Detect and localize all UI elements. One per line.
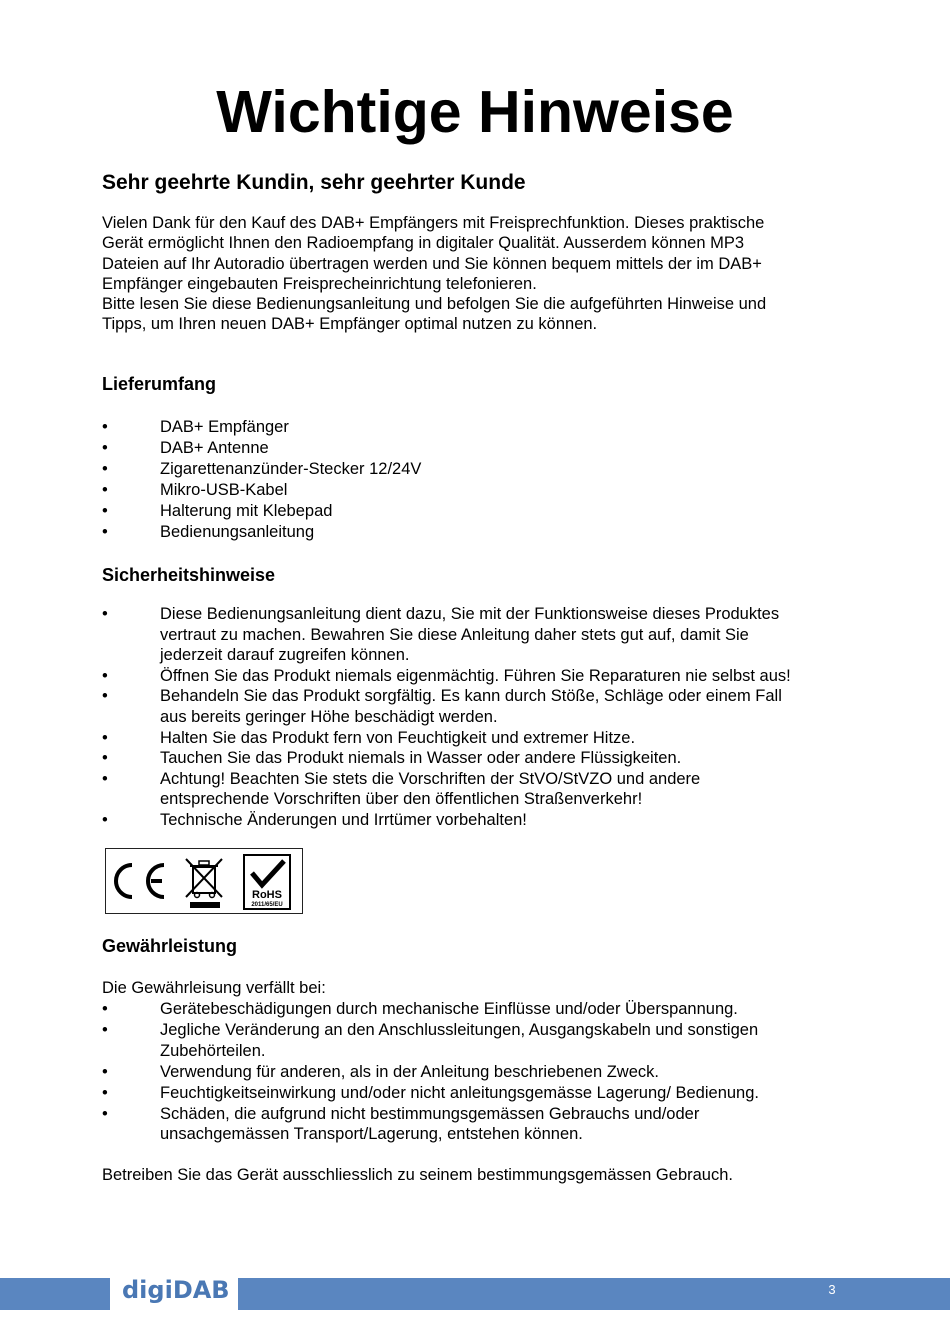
lieferumfang-list [102, 417, 862, 543]
brand-logo [110, 1275, 238, 1313]
certification-svg [106, 849, 302, 913]
list-item: • Halten Sie das Produkt fern von Feuchtigkeit und extremer Hitze. [102, 728, 862, 749]
intro-line: Vielen Dank für den Kauf des DAB+ Empfängers mit Freisprechfunktion. Dieses praktische [102, 214, 765, 232]
list-item: • Halterung mit Klebepad [102, 501, 862, 522]
ce-mark-icon [116, 865, 164, 897]
sicherheit-list [102, 604, 862, 831]
gewaehrleistung-list [102, 999, 862, 1145]
list-item: • Jegliche Veränderung an den Anschlussleitungen, Ausgangskabeln und sonstigen Zubehörteilen. [102, 1020, 862, 1062]
rohs-sub-label: 2011/65/EU [251, 902, 283, 908]
list-item: • Technische Änderungen und Irrtümer vorbehalten! [102, 810, 862, 831]
closing-paragraph: Betreiben Sie das Gerät ausschliesslich zu seinem bestimmungsgemässen Gebrauch. [102, 1166, 733, 1184]
page-number: 3 [828, 1282, 836, 1297]
list-item: • Mikro-USB-Kabel [102, 480, 862, 501]
gewaehrleistung-heading: Gewährleistung [102, 936, 238, 956]
intro-paragraph [102, 213, 842, 335]
page-title: Wichtige Hinweise [216, 79, 734, 145]
intro-line: Empfänger eingebauten Freisprecheinrichtung telefonieren. [102, 274, 537, 293]
list-item: • DAB+ Antenne [102, 438, 862, 459]
weee-bin-icon [186, 859, 222, 908]
list-item: • Tauchen Sie das Produkt niemals in Wasser oder andere Flüssigkeiten. [102, 748, 862, 769]
list-item: • Bedienungsanleitung [102, 522, 862, 543]
intro-line: Bitte lesen Sie diese Bedienungsanleitung und befolgen Sie die aufgeführten Hinweise und [102, 295, 767, 314]
brand-logo-text: digiDAB [122, 1276, 230, 1304]
list-item: • Verwendung für anderen, als in der Anleitung beschriebenen Zweck. [102, 1062, 862, 1083]
greeting-heading: Sehr geehrte Kundin, sehr geehrter Kunde [102, 171, 526, 194]
rohs-check-icon [244, 855, 290, 909]
list-item: • Zigarettenanzünder-Stecker 12/24V [102, 459, 862, 480]
intro-line: Tipps, um Ihren neuen DAB+ Empfänger optimal nutzen zu können. [102, 315, 598, 334]
list-item: • Behandeln Sie das Produkt sorgfältig. Es kann durch Stöße, Schläge oder einem Fall aus bereits geringer Höhe beschädigt werden. [102, 686, 862, 727]
intro-line: Gerät ermöglicht Ihnen den Radioempfang in digitaler Qualität. Ausserdem können MP3 [102, 234, 745, 253]
intro-line: Dateien auf Ihr Autoradio übertragen werden und Sie können bequem mittels der im DAB+ [102, 254, 762, 273]
lieferumfang-heading: Lieferumfang [102, 374, 217, 394]
rohs-label: RoHS [252, 889, 282, 901]
certification-marks [105, 848, 303, 914]
gewaehrleistung-intro: Die Gewährleisung verfällt bei: [102, 979, 326, 997]
list-item: • Achtung! Beachten Sie stets die Vorschriften der StVO/StVZO und andere entsprechende Vorschriften über den öffentlichen Straßenverkehr! [102, 769, 862, 810]
list-item: • DAB+ Empfänger [102, 417, 862, 438]
sicherheit-heading: Sicherheitshinweise [102, 565, 276, 585]
list-item: • Feuchtigkeitseinwirkung und/oder nicht anleitungsgemässe Lagerung/ Bedienung. [102, 1083, 862, 1104]
list-item: • Diese Bedienungsanleitung dient dazu, Sie mit der Funktionsweise dieses Produktes vertraut zu machen. Bewahren Sie diese Anleitung daher stets gut auf, damit Sie jederzeit darauf zugreifen können. [102, 604, 862, 666]
list-item: • Schäden, die aufgrund nicht bestimmungsgemässen Gebrauchs und/oder unsachgemässen Transport/Lagerung, entstehen können. [102, 1104, 862, 1146]
list-item: • Gerätebeschädigungen durch mechanische Einflüsse und/oder Überspannung. [102, 999, 862, 1020]
list-item: • Öffnen Sie das Produkt niemals eigenmächtig. Führen Sie Reparaturen nie selbst aus! [102, 666, 862, 687]
